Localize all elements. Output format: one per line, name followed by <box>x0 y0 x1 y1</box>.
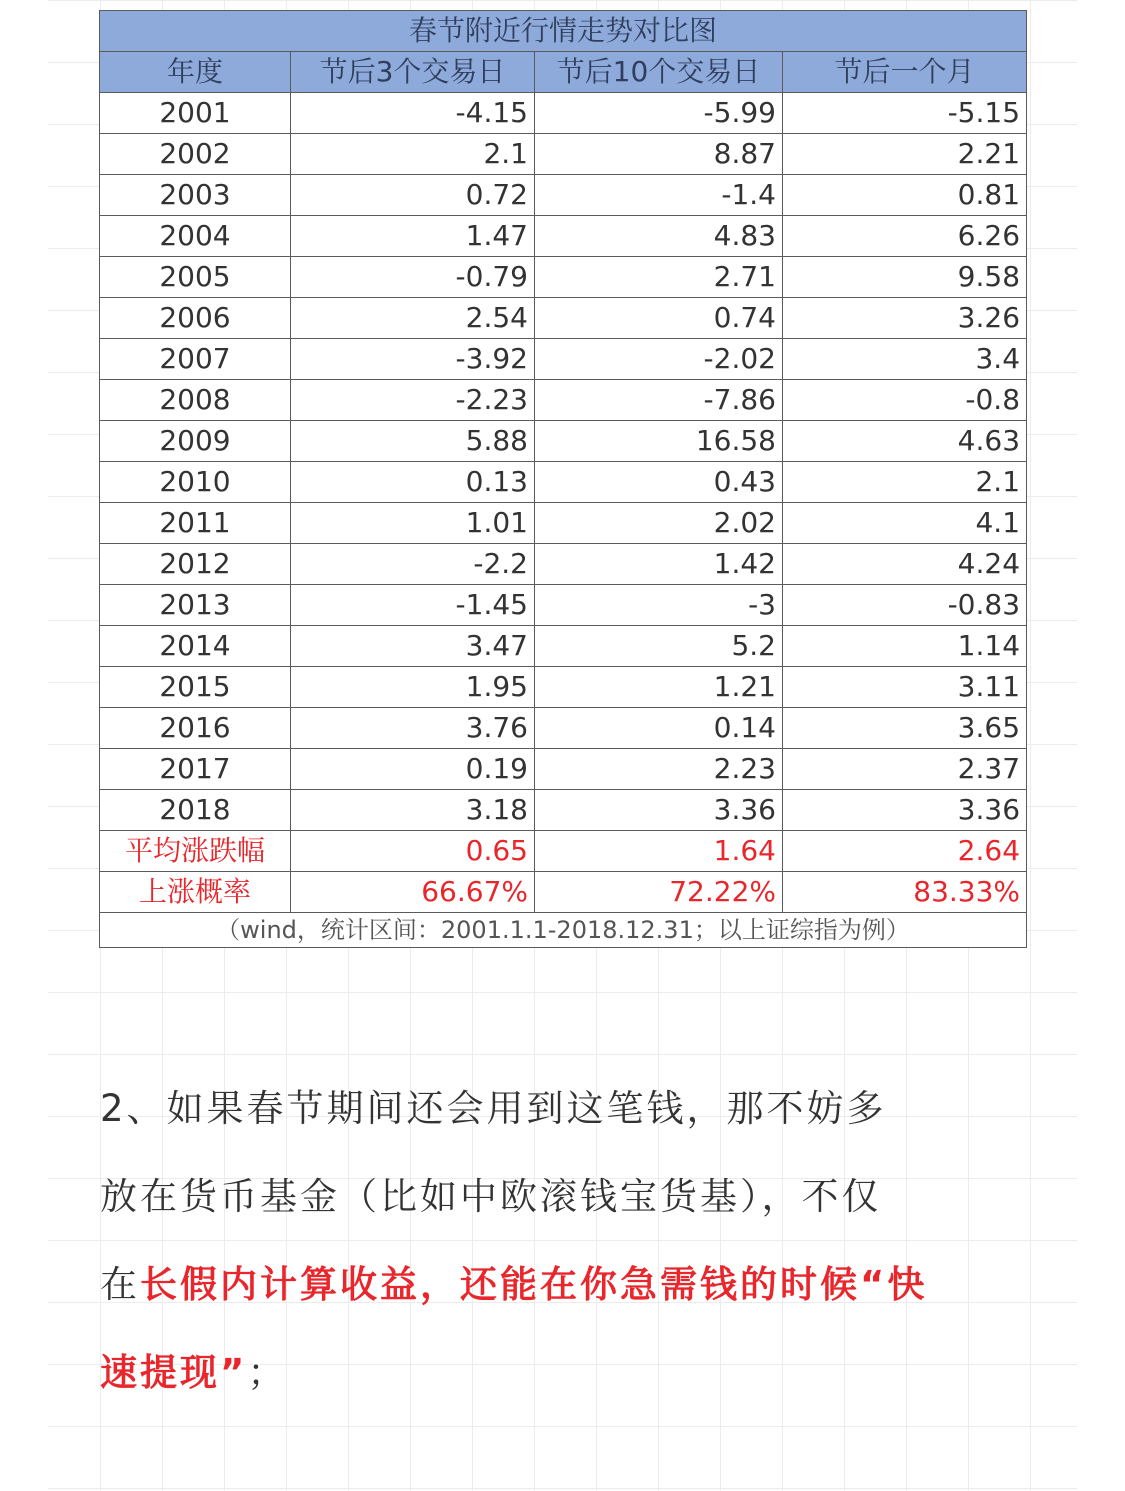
summary-value-cell: 83.33% <box>783 872 1027 913</box>
value-cell: 3.11 <box>783 667 1027 708</box>
value-cell: -2.2 <box>291 544 535 585</box>
value-cell: 0.19 <box>291 749 535 790</box>
value-cell: 2.23 <box>535 749 783 790</box>
value-cell: 4.24 <box>783 544 1027 585</box>
paragraph-line-1: 2、如果春节期间还会用到这笔钱，那不妨多 <box>100 1087 887 1130</box>
summary-value-cell: 72.22% <box>535 872 783 913</box>
table-row <box>100 790 1027 831</box>
table-row <box>100 462 1027 503</box>
table-row <box>100 216 1027 257</box>
value-cell: 2.54 <box>291 298 535 339</box>
summary-label-cell: 上涨概率 <box>100 872 291 913</box>
table-row <box>100 708 1027 749</box>
value-cell: -0.8 <box>783 380 1027 421</box>
year-cell: 2010 <box>100 462 291 503</box>
column-header-10-days: 节后10个交易日 <box>535 52 783 93</box>
year-cell: 2014 <box>100 626 291 667</box>
value-cell: -5.15 <box>783 93 1027 134</box>
year-cell: 2006 <box>100 298 291 339</box>
value-cell: 3.76 <box>291 708 535 749</box>
table-title: 春节附近行情走势对比图 <box>100 11 1027 52</box>
year-cell: 2013 <box>100 585 291 626</box>
value-cell: -2.02 <box>535 339 783 380</box>
year-cell: 2017 <box>100 749 291 790</box>
table-row <box>100 626 1027 667</box>
value-cell: 0.81 <box>783 175 1027 216</box>
value-cell: -3 <box>535 585 783 626</box>
value-cell: 0.13 <box>291 462 535 503</box>
value-cell: 0.43 <box>535 462 783 503</box>
value-cell: 4.83 <box>535 216 783 257</box>
value-cell: 16.58 <box>535 421 783 462</box>
year-cell: 2009 <box>100 421 291 462</box>
year-cell: 2005 <box>100 257 291 298</box>
value-cell: 4.63 <box>783 421 1027 462</box>
value-cell: 2.71 <box>535 257 783 298</box>
value-cell: 8.87 <box>535 134 783 175</box>
table-row <box>100 134 1027 175</box>
body-paragraph <box>100 1065 1030 1417</box>
column-header-one-month: 节后一个月 <box>783 52 1027 93</box>
value-cell: 0.72 <box>291 175 535 216</box>
value-cell: 5.88 <box>291 421 535 462</box>
value-cell: -7.86 <box>535 380 783 421</box>
paragraph-line-3 <box>100 1241 1030 1329</box>
table-row <box>100 257 1027 298</box>
value-cell: 1.47 <box>291 216 535 257</box>
table-row <box>100 93 1027 134</box>
highlighted-text: 速提现” <box>100 1351 248 1394</box>
value-cell: -4.15 <box>291 93 535 134</box>
average-change-row <box>100 831 1027 872</box>
column-header-3-days: 节后3个交易日 <box>291 52 535 93</box>
year-cell: 2004 <box>100 216 291 257</box>
summary-value-cell: 0.65 <box>291 831 535 872</box>
value-cell: -2.23 <box>291 380 535 421</box>
right-margin <box>1077 0 1125 1491</box>
value-cell: 9.58 <box>783 257 1027 298</box>
value-cell: 3.4 <box>783 339 1027 380</box>
value-cell: 1.14 <box>783 626 1027 667</box>
paragraph-line-4 <box>100 1329 1030 1417</box>
table-row <box>100 749 1027 790</box>
paragraph-text: ； <box>247 1351 288 1394</box>
value-cell: -1.45 <box>291 585 535 626</box>
value-cell: 2.37 <box>783 749 1027 790</box>
value-cell: 3.26 <box>783 298 1027 339</box>
value-cell: 1.01 <box>291 503 535 544</box>
year-cell: 2018 <box>100 790 291 831</box>
source-note-row <box>100 913 1027 948</box>
value-cell: 2.21 <box>783 134 1027 175</box>
year-cell: 2002 <box>100 134 291 175</box>
value-cell: 2.1 <box>291 134 535 175</box>
value-cell: 2.1 <box>783 462 1027 503</box>
rise-probability-row <box>100 872 1027 913</box>
table-header-row <box>100 52 1027 93</box>
value-cell: -0.79 <box>291 257 535 298</box>
year-cell: 2015 <box>100 667 291 708</box>
market-comparison-table-card <box>99 10 1026 948</box>
value-cell: -0.83 <box>783 585 1027 626</box>
value-cell: 1.42 <box>535 544 783 585</box>
value-cell: 5.2 <box>535 626 783 667</box>
highlighted-text: 长假内计算收益，还能在你急需钱的时候“快 <box>140 1263 928 1306</box>
summary-value-cell: 2.64 <box>783 831 1027 872</box>
table-row <box>100 667 1027 708</box>
table-row <box>100 544 1027 585</box>
table-row <box>100 503 1027 544</box>
value-cell: 4.1 <box>783 503 1027 544</box>
table-row <box>100 298 1027 339</box>
table-row <box>100 380 1027 421</box>
value-cell: 2.02 <box>535 503 783 544</box>
value-cell: 3.18 <box>291 790 535 831</box>
paragraph-line-2: 放在货币基金（比如中欧滚钱宝货基），不仅 <box>100 1175 882 1218</box>
year-cell: 2008 <box>100 380 291 421</box>
value-cell: 3.36 <box>535 790 783 831</box>
value-cell: 6.26 <box>783 216 1027 257</box>
table-row <box>100 339 1027 380</box>
summary-value-cell: 66.67% <box>291 872 535 913</box>
value-cell: -5.99 <box>535 93 783 134</box>
column-header-year: 年度 <box>100 52 291 93</box>
paragraph-text: 在 <box>100 1263 140 1306</box>
table-row <box>100 421 1027 462</box>
year-cell: 2007 <box>100 339 291 380</box>
value-cell: 3.47 <box>291 626 535 667</box>
summary-value-cell: 1.64 <box>535 831 783 872</box>
year-cell: 2011 <box>100 503 291 544</box>
market-comparison-table <box>99 10 1027 948</box>
left-margin <box>0 0 48 1491</box>
year-cell: 2016 <box>100 708 291 749</box>
value-cell: 0.74 <box>535 298 783 339</box>
year-cell: 2003 <box>100 175 291 216</box>
value-cell: 3.36 <box>783 790 1027 831</box>
value-cell: -3.92 <box>291 339 535 380</box>
year-cell: 2012 <box>100 544 291 585</box>
value-cell: 1.21 <box>535 667 783 708</box>
value-cell: 3.65 <box>783 708 1027 749</box>
summary-label-cell: 平均涨跌幅 <box>100 831 291 872</box>
table-row <box>100 585 1027 626</box>
source-note: （wind，统计区间：2001.1.1-2018.12.31；以上证综指为例） <box>100 913 1027 948</box>
value-cell: 0.14 <box>535 708 783 749</box>
value-cell: -1.4 <box>535 175 783 216</box>
year-cell: 2001 <box>100 93 291 134</box>
value-cell: 1.95 <box>291 667 535 708</box>
table-body <box>100 93 1027 948</box>
table-row <box>100 175 1027 216</box>
